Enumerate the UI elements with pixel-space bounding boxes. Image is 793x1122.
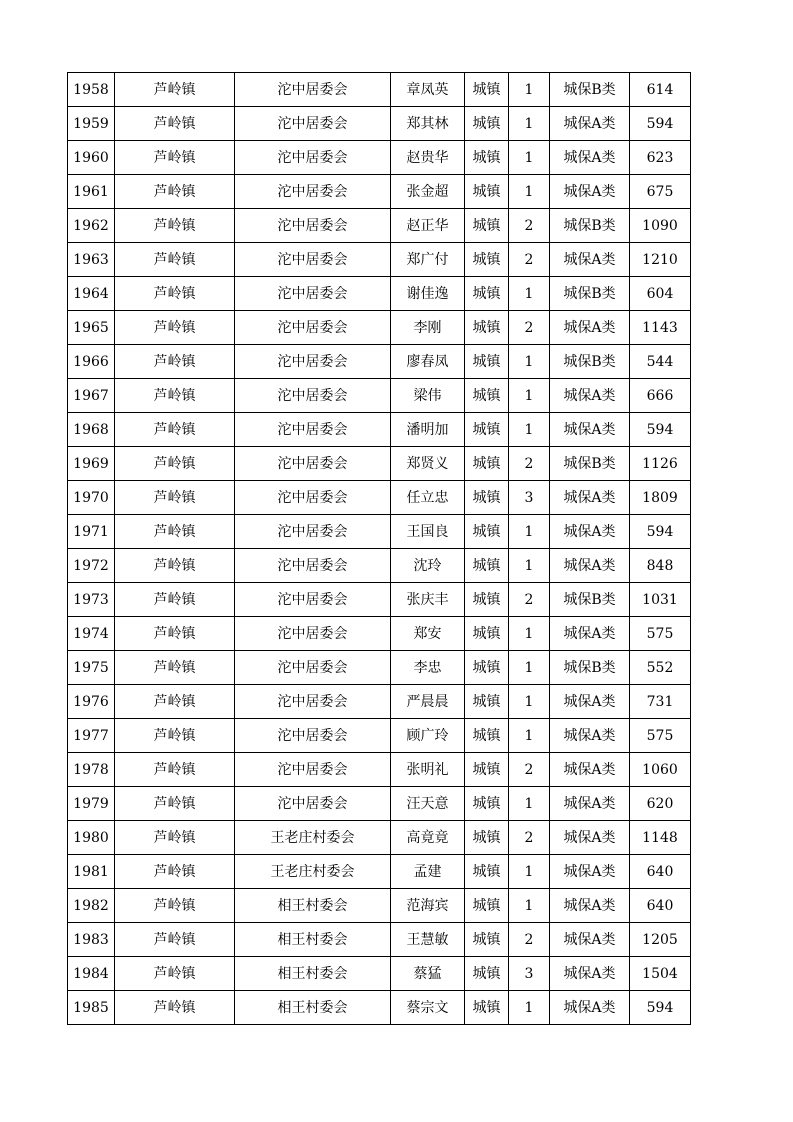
table-row: [68, 617, 691, 651]
committee-cell: 沱中居委会: [235, 73, 391, 107]
household-type-cell: 城镇: [465, 549, 509, 583]
town-cell: 芦岭镇: [115, 413, 235, 447]
table-row: [68, 73, 691, 107]
member-count-cell: 1: [509, 345, 550, 379]
committee-cell: 沱中居委会: [235, 787, 391, 821]
row-number-cell: 1961: [68, 175, 115, 209]
name-cell: 沈玲: [391, 549, 465, 583]
row-number-cell: 1970: [68, 481, 115, 515]
name-cell: 梁伟: [391, 379, 465, 413]
town-cell: 芦岭镇: [115, 889, 235, 923]
category-cell: 城保B类: [550, 447, 630, 481]
name-cell: 任立忠: [391, 481, 465, 515]
name-cell: 严晨晨: [391, 685, 465, 719]
member-count-cell: 2: [509, 209, 550, 243]
committee-cell: 沱中居委会: [235, 583, 391, 617]
amount-cell: 620: [630, 787, 691, 821]
household-type-cell: 城镇: [465, 345, 509, 379]
committee-cell: 沱中居委会: [235, 515, 391, 549]
table-row: [68, 957, 691, 991]
amount-cell: 640: [630, 855, 691, 889]
name-cell: 王慧敏: [391, 923, 465, 957]
committee-cell: 沱中居委会: [235, 617, 391, 651]
household-type-cell: 城镇: [465, 923, 509, 957]
amount-cell: 544: [630, 345, 691, 379]
member-count-cell: 1: [509, 685, 550, 719]
amount-cell: 604: [630, 277, 691, 311]
committee-cell: 王老庄村委会: [235, 821, 391, 855]
table-row: [68, 889, 691, 923]
amount-cell: 666: [630, 379, 691, 413]
household-type-cell: 城镇: [465, 73, 509, 107]
row-number-cell: 1959: [68, 107, 115, 141]
amount-cell: 1148: [630, 821, 691, 855]
data-table: [67, 72, 691, 1025]
committee-cell: 沱中居委会: [235, 549, 391, 583]
name-cell: 张金超: [391, 175, 465, 209]
row-number-cell: 1982: [68, 889, 115, 923]
household-type-cell: 城镇: [465, 243, 509, 277]
table-row: [68, 821, 691, 855]
amount-cell: 575: [630, 617, 691, 651]
name-cell: 潘明加: [391, 413, 465, 447]
amount-cell: 1090: [630, 209, 691, 243]
name-cell: 李刚: [391, 311, 465, 345]
row-number-cell: 1981: [68, 855, 115, 889]
town-cell: 芦岭镇: [115, 719, 235, 753]
row-number-cell: 1967: [68, 379, 115, 413]
town-cell: 芦岭镇: [115, 277, 235, 311]
committee-cell: 沱中居委会: [235, 175, 391, 209]
household-type-cell: 城镇: [465, 107, 509, 141]
household-type-cell: 城镇: [465, 957, 509, 991]
row-number-cell: 1978: [68, 753, 115, 787]
table-row: [68, 345, 691, 379]
member-count-cell: 3: [509, 481, 550, 515]
amount-cell: 594: [630, 515, 691, 549]
committee-cell: 相王村委会: [235, 991, 391, 1025]
town-cell: 芦岭镇: [115, 141, 235, 175]
table-row: [68, 855, 691, 889]
household-type-cell: 城镇: [465, 685, 509, 719]
member-count-cell: 2: [509, 447, 550, 481]
town-cell: 芦岭镇: [115, 923, 235, 957]
town-cell: 芦岭镇: [115, 583, 235, 617]
town-cell: 芦岭镇: [115, 311, 235, 345]
row-number-cell: 1975: [68, 651, 115, 685]
row-number-cell: 1985: [68, 991, 115, 1025]
town-cell: 芦岭镇: [115, 243, 235, 277]
town-cell: 芦岭镇: [115, 617, 235, 651]
committee-cell: 沱中居委会: [235, 277, 391, 311]
row-number-cell: 1971: [68, 515, 115, 549]
amount-cell: 1504: [630, 957, 691, 991]
table-row: [68, 651, 691, 685]
member-count-cell: 1: [509, 617, 550, 651]
household-type-cell: 城镇: [465, 413, 509, 447]
amount-cell: 1143: [630, 311, 691, 345]
committee-cell: 沱中居委会: [235, 447, 391, 481]
category-cell: 城保B类: [550, 73, 630, 107]
category-cell: 城保A类: [550, 821, 630, 855]
committee-cell: 沱中居委会: [235, 685, 391, 719]
committee-cell: 相王村委会: [235, 957, 391, 991]
committee-cell: 沱中居委会: [235, 651, 391, 685]
category-cell: 城保A类: [550, 719, 630, 753]
member-count-cell: 1: [509, 787, 550, 821]
town-cell: 芦岭镇: [115, 107, 235, 141]
amount-cell: 1126: [630, 447, 691, 481]
committee-cell: 相王村委会: [235, 923, 391, 957]
category-cell: 城保A类: [550, 243, 630, 277]
member-count-cell: 2: [509, 821, 550, 855]
row-number-cell: 1962: [68, 209, 115, 243]
amount-cell: 623: [630, 141, 691, 175]
household-type-cell: 城镇: [465, 991, 509, 1025]
name-cell: 郑其林: [391, 107, 465, 141]
member-count-cell: 1: [509, 73, 550, 107]
household-type-cell: 城镇: [465, 447, 509, 481]
household-type-cell: 城镇: [465, 277, 509, 311]
name-cell: 汪天意: [391, 787, 465, 821]
member-count-cell: 2: [509, 753, 550, 787]
category-cell: 城保A类: [550, 311, 630, 345]
town-cell: 芦岭镇: [115, 73, 235, 107]
member-count-cell: 2: [509, 311, 550, 345]
category-cell: 城保A类: [550, 753, 630, 787]
town-cell: 芦岭镇: [115, 447, 235, 481]
category-cell: 城保A类: [550, 141, 630, 175]
town-cell: 芦岭镇: [115, 685, 235, 719]
category-cell: 城保A类: [550, 923, 630, 957]
household-type-cell: 城镇: [465, 311, 509, 345]
household-type-cell: 城镇: [465, 855, 509, 889]
row-number-cell: 1972: [68, 549, 115, 583]
member-count-cell: 1: [509, 991, 550, 1025]
row-number-cell: 1977: [68, 719, 115, 753]
amount-cell: 614: [630, 73, 691, 107]
town-cell: 芦岭镇: [115, 379, 235, 413]
household-type-cell: 城镇: [465, 141, 509, 175]
committee-cell: 沱中居委会: [235, 379, 391, 413]
committee-cell: 沱中居委会: [235, 107, 391, 141]
town-cell: 芦岭镇: [115, 481, 235, 515]
category-cell: 城保A类: [550, 787, 630, 821]
category-cell: 城保A类: [550, 175, 630, 209]
committee-cell: 沱中居委会: [235, 753, 391, 787]
town-cell: 芦岭镇: [115, 855, 235, 889]
category-cell: 城保A类: [550, 549, 630, 583]
table-row: [68, 379, 691, 413]
table-row: [68, 787, 691, 821]
amount-cell: 1031: [630, 583, 691, 617]
amount-cell: 552: [630, 651, 691, 685]
category-cell: 城保B类: [550, 651, 630, 685]
committee-cell: 沱中居委会: [235, 141, 391, 175]
table-row: [68, 991, 691, 1025]
name-cell: 范海宾: [391, 889, 465, 923]
row-number-cell: 1984: [68, 957, 115, 991]
name-cell: 郑安: [391, 617, 465, 651]
amount-cell: 675: [630, 175, 691, 209]
member-count-cell: 1: [509, 651, 550, 685]
committee-cell: 沱中居委会: [235, 481, 391, 515]
member-count-cell: 1: [509, 413, 550, 447]
table-row: [68, 923, 691, 957]
member-count-cell: 1: [509, 141, 550, 175]
name-cell: 孟建: [391, 855, 465, 889]
member-count-cell: 3: [509, 957, 550, 991]
household-type-cell: 城镇: [465, 583, 509, 617]
amount-cell: 640: [630, 889, 691, 923]
category-cell: 城保A类: [550, 413, 630, 447]
row-number-cell: 1966: [68, 345, 115, 379]
table-row: [68, 277, 691, 311]
town-cell: 芦岭镇: [115, 651, 235, 685]
row-number-cell: 1973: [68, 583, 115, 617]
town-cell: 芦岭镇: [115, 753, 235, 787]
category-cell: 城保A类: [550, 107, 630, 141]
table-row: [68, 107, 691, 141]
row-number-cell: 1958: [68, 73, 115, 107]
member-count-cell: 2: [509, 583, 550, 617]
name-cell: 张明礼: [391, 753, 465, 787]
member-count-cell: 1: [509, 515, 550, 549]
row-number-cell: 1974: [68, 617, 115, 651]
household-type-cell: 城镇: [465, 787, 509, 821]
member-count-cell: 1: [509, 719, 550, 753]
row-number-cell: 1983: [68, 923, 115, 957]
name-cell: 高竟竟: [391, 821, 465, 855]
category-cell: 城保A类: [550, 515, 630, 549]
committee-cell: 沱中居委会: [235, 413, 391, 447]
committee-cell: 相王村委会: [235, 889, 391, 923]
name-cell: 蔡宗文: [391, 991, 465, 1025]
table-row: [68, 685, 691, 719]
amount-cell: 1060: [630, 753, 691, 787]
household-type-cell: 城镇: [465, 515, 509, 549]
table-row: [68, 175, 691, 209]
committee-cell: 沱中居委会: [235, 209, 391, 243]
name-cell: 谢佳逸: [391, 277, 465, 311]
committee-cell: 沱中居委会: [235, 243, 391, 277]
member-count-cell: 1: [509, 175, 550, 209]
category-cell: 城保A类: [550, 617, 630, 651]
name-cell: 章凤英: [391, 73, 465, 107]
row-number-cell: 1968: [68, 413, 115, 447]
name-cell: 赵贵华: [391, 141, 465, 175]
name-cell: 廖春凤: [391, 345, 465, 379]
member-count-cell: 1: [509, 277, 550, 311]
table-row: [68, 549, 691, 583]
member-count-cell: 1: [509, 889, 550, 923]
household-type-cell: 城镇: [465, 175, 509, 209]
committee-cell: 沱中居委会: [235, 345, 391, 379]
town-cell: 芦岭镇: [115, 991, 235, 1025]
amount-cell: 1809: [630, 481, 691, 515]
category-cell: 城保A类: [550, 481, 630, 515]
table-row: [68, 719, 691, 753]
town-cell: 芦岭镇: [115, 549, 235, 583]
category-cell: 城保A类: [550, 991, 630, 1025]
category-cell: 城保B类: [550, 345, 630, 379]
member-count-cell: 1: [509, 855, 550, 889]
row-number-cell: 1963: [68, 243, 115, 277]
table-row: [68, 447, 691, 481]
member-count-cell: 1: [509, 107, 550, 141]
name-cell: 郑贤义: [391, 447, 465, 481]
amount-cell: 594: [630, 991, 691, 1025]
committee-cell: 王老庄村委会: [235, 855, 391, 889]
name-cell: 李忠: [391, 651, 465, 685]
town-cell: 芦岭镇: [115, 209, 235, 243]
town-cell: 芦岭镇: [115, 175, 235, 209]
table-row: [68, 583, 691, 617]
household-type-cell: 城镇: [465, 753, 509, 787]
category-cell: 城保A类: [550, 889, 630, 923]
household-type-cell: 城镇: [465, 719, 509, 753]
table-row: [68, 515, 691, 549]
row-number-cell: 1965: [68, 311, 115, 345]
table-row: [68, 311, 691, 345]
name-cell: 赵正华: [391, 209, 465, 243]
row-number-cell: 1960: [68, 141, 115, 175]
table-row: [68, 209, 691, 243]
town-cell: 芦岭镇: [115, 957, 235, 991]
household-type-cell: 城镇: [465, 617, 509, 651]
committee-cell: 沱中居委会: [235, 311, 391, 345]
household-type-cell: 城镇: [465, 821, 509, 855]
town-cell: 芦岭镇: [115, 345, 235, 379]
name-cell: 蔡猛: [391, 957, 465, 991]
table-row: [68, 753, 691, 787]
table-body: [68, 73, 691, 1025]
row-number-cell: 1976: [68, 685, 115, 719]
name-cell: 张庆丰: [391, 583, 465, 617]
amount-cell: 594: [630, 413, 691, 447]
member-count-cell: 1: [509, 379, 550, 413]
row-number-cell: 1980: [68, 821, 115, 855]
table-row: [68, 141, 691, 175]
town-cell: 芦岭镇: [115, 821, 235, 855]
name-cell: 郑广付: [391, 243, 465, 277]
row-number-cell: 1969: [68, 447, 115, 481]
amount-cell: 731: [630, 685, 691, 719]
member-count-cell: 2: [509, 243, 550, 277]
member-count-cell: 1: [509, 549, 550, 583]
row-number-cell: 1979: [68, 787, 115, 821]
household-type-cell: 城镇: [465, 889, 509, 923]
table-row: [68, 481, 691, 515]
member-count-cell: 2: [509, 923, 550, 957]
household-type-cell: 城镇: [465, 651, 509, 685]
household-type-cell: 城镇: [465, 209, 509, 243]
category-cell: 城保A类: [550, 685, 630, 719]
amount-cell: 848: [630, 549, 691, 583]
amount-cell: 1210: [630, 243, 691, 277]
committee-cell: 沱中居委会: [235, 719, 391, 753]
name-cell: 顾广玲: [391, 719, 465, 753]
town-cell: 芦岭镇: [115, 515, 235, 549]
town-cell: 芦岭镇: [115, 787, 235, 821]
amount-cell: 575: [630, 719, 691, 753]
amount-cell: 594: [630, 107, 691, 141]
amount-cell: 1205: [630, 923, 691, 957]
category-cell: 城保B类: [550, 277, 630, 311]
household-type-cell: 城镇: [465, 379, 509, 413]
category-cell: 城保A类: [550, 855, 630, 889]
category-cell: 城保A类: [550, 957, 630, 991]
row-number-cell: 1964: [68, 277, 115, 311]
category-cell: 城保A类: [550, 379, 630, 413]
household-type-cell: 城镇: [465, 481, 509, 515]
table-row: [68, 243, 691, 277]
table-row: [68, 413, 691, 447]
category-cell: 城保B类: [550, 209, 630, 243]
name-cell: 王国良: [391, 515, 465, 549]
category-cell: 城保B类: [550, 583, 630, 617]
